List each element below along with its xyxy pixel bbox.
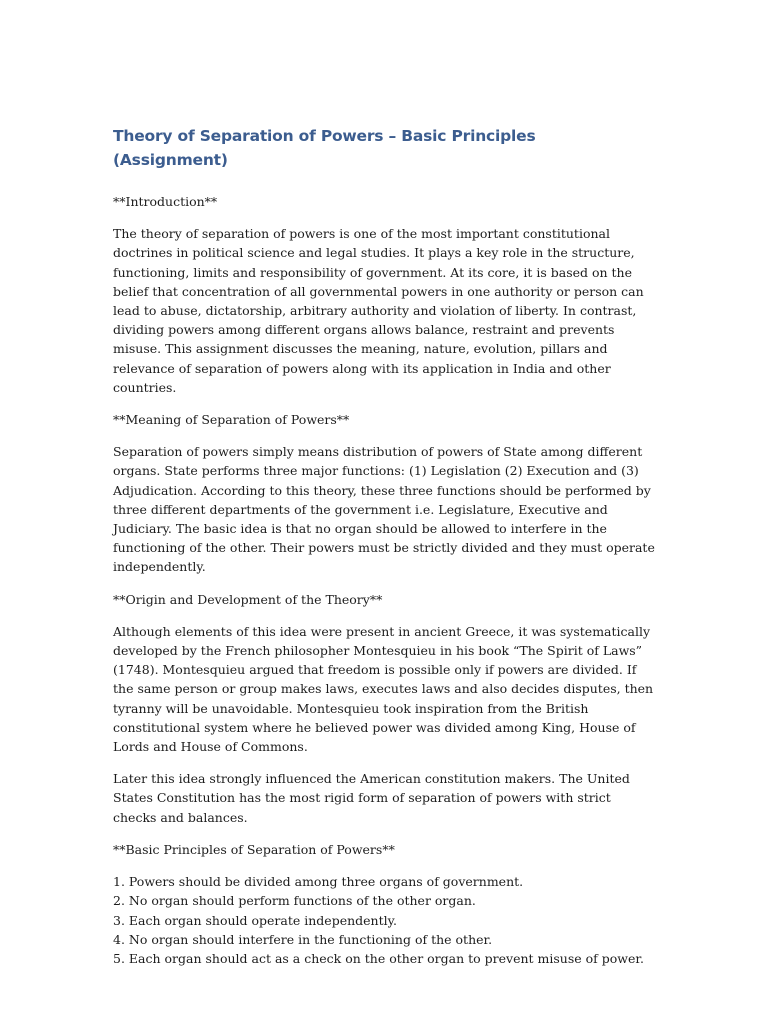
- title-line-1: Theory of Separation of Powers – Basic Principles: [113, 127, 536, 145]
- meaning-paragraph: Separation of powers simply means distribution of powers of State among different organs. State performs three major functions: (1) Legislation (2) Execution and (3) Adjudication. According to this theory, these three functions should be performed by three different departments of the government i.e. Legislature, Executive and Judiciary. The basic idea is that no organ should be allowed to interfere in the functioning of the other. Their powers must be strictly divided and they must operate independently.: [113, 444, 655, 575]
- introduction-paragraph: The theory of separation of powers is one of the most important constitutional doctrines in political science and legal studies. It plays a key role in the structure, functioning, limits and responsibility of government. At its core, it is based on the belief that concentration of all governmental powers in one authority or person can lead to abuse, dictatorship, arbitrary authority and violation of liberty. In contrast, dividing powers among different organs allows balance, restraint and prevents misuse. This assignment discusses the meaning, nature, evolution, pillars and relevance of separation of powers along with its application in India and other countries.: [113, 226, 644, 395]
- origin-heading: **Origin and Development of the Theory**: [113, 591, 383, 607]
- meaning-heading: **Meaning of Separation of Powers**: [113, 412, 350, 428]
- origin-paragraph-2: Later this idea strongly influenced the American constitution makers. The United States Constitution has the most rigid form of separation of powers with strict checks and balances.: [113, 771, 630, 825]
- introduction-heading: **Introduction**: [113, 194, 218, 209]
- list-item: 2. No organ should perform functions of the other organ.: [113, 893, 476, 909]
- list-item: 4. No organ should interfere in the functioning of the other.: [113, 931, 493, 947]
- principles-list: [113, 872, 658, 968]
- document-title: [113, 124, 658, 172]
- list-item: 3. Each organ should operate independently.: [113, 912, 397, 928]
- principles-heading: **Basic Principles of Separation of Powers**: [113, 841, 395, 857]
- origin-paragraph-1: Although elements of this idea were present in ancient Greece, it was systematically developed by the French philosopher Montesquieu in his book “The Spirit of Laws” (1748). Montesquieu argued that freedom is possible only if powers are divided. If the same person or group makes laws, executes laws and also decides disputes, then tyranny will be unavoidable. Montesquieu took inspiration from the British constitutional system where he believed power was divided among King, House of Lords and House of Commons.: [113, 623, 654, 755]
- title-line-2: (Assignment): [113, 151, 228, 169]
- list-item: 5. Each organ should act as a check on the other organ to prevent misuse of power.: [113, 950, 644, 966]
- list-item: 1. Powers should be divided among three organs of government.: [113, 874, 524, 890]
- document-page: [113, 124, 658, 968]
